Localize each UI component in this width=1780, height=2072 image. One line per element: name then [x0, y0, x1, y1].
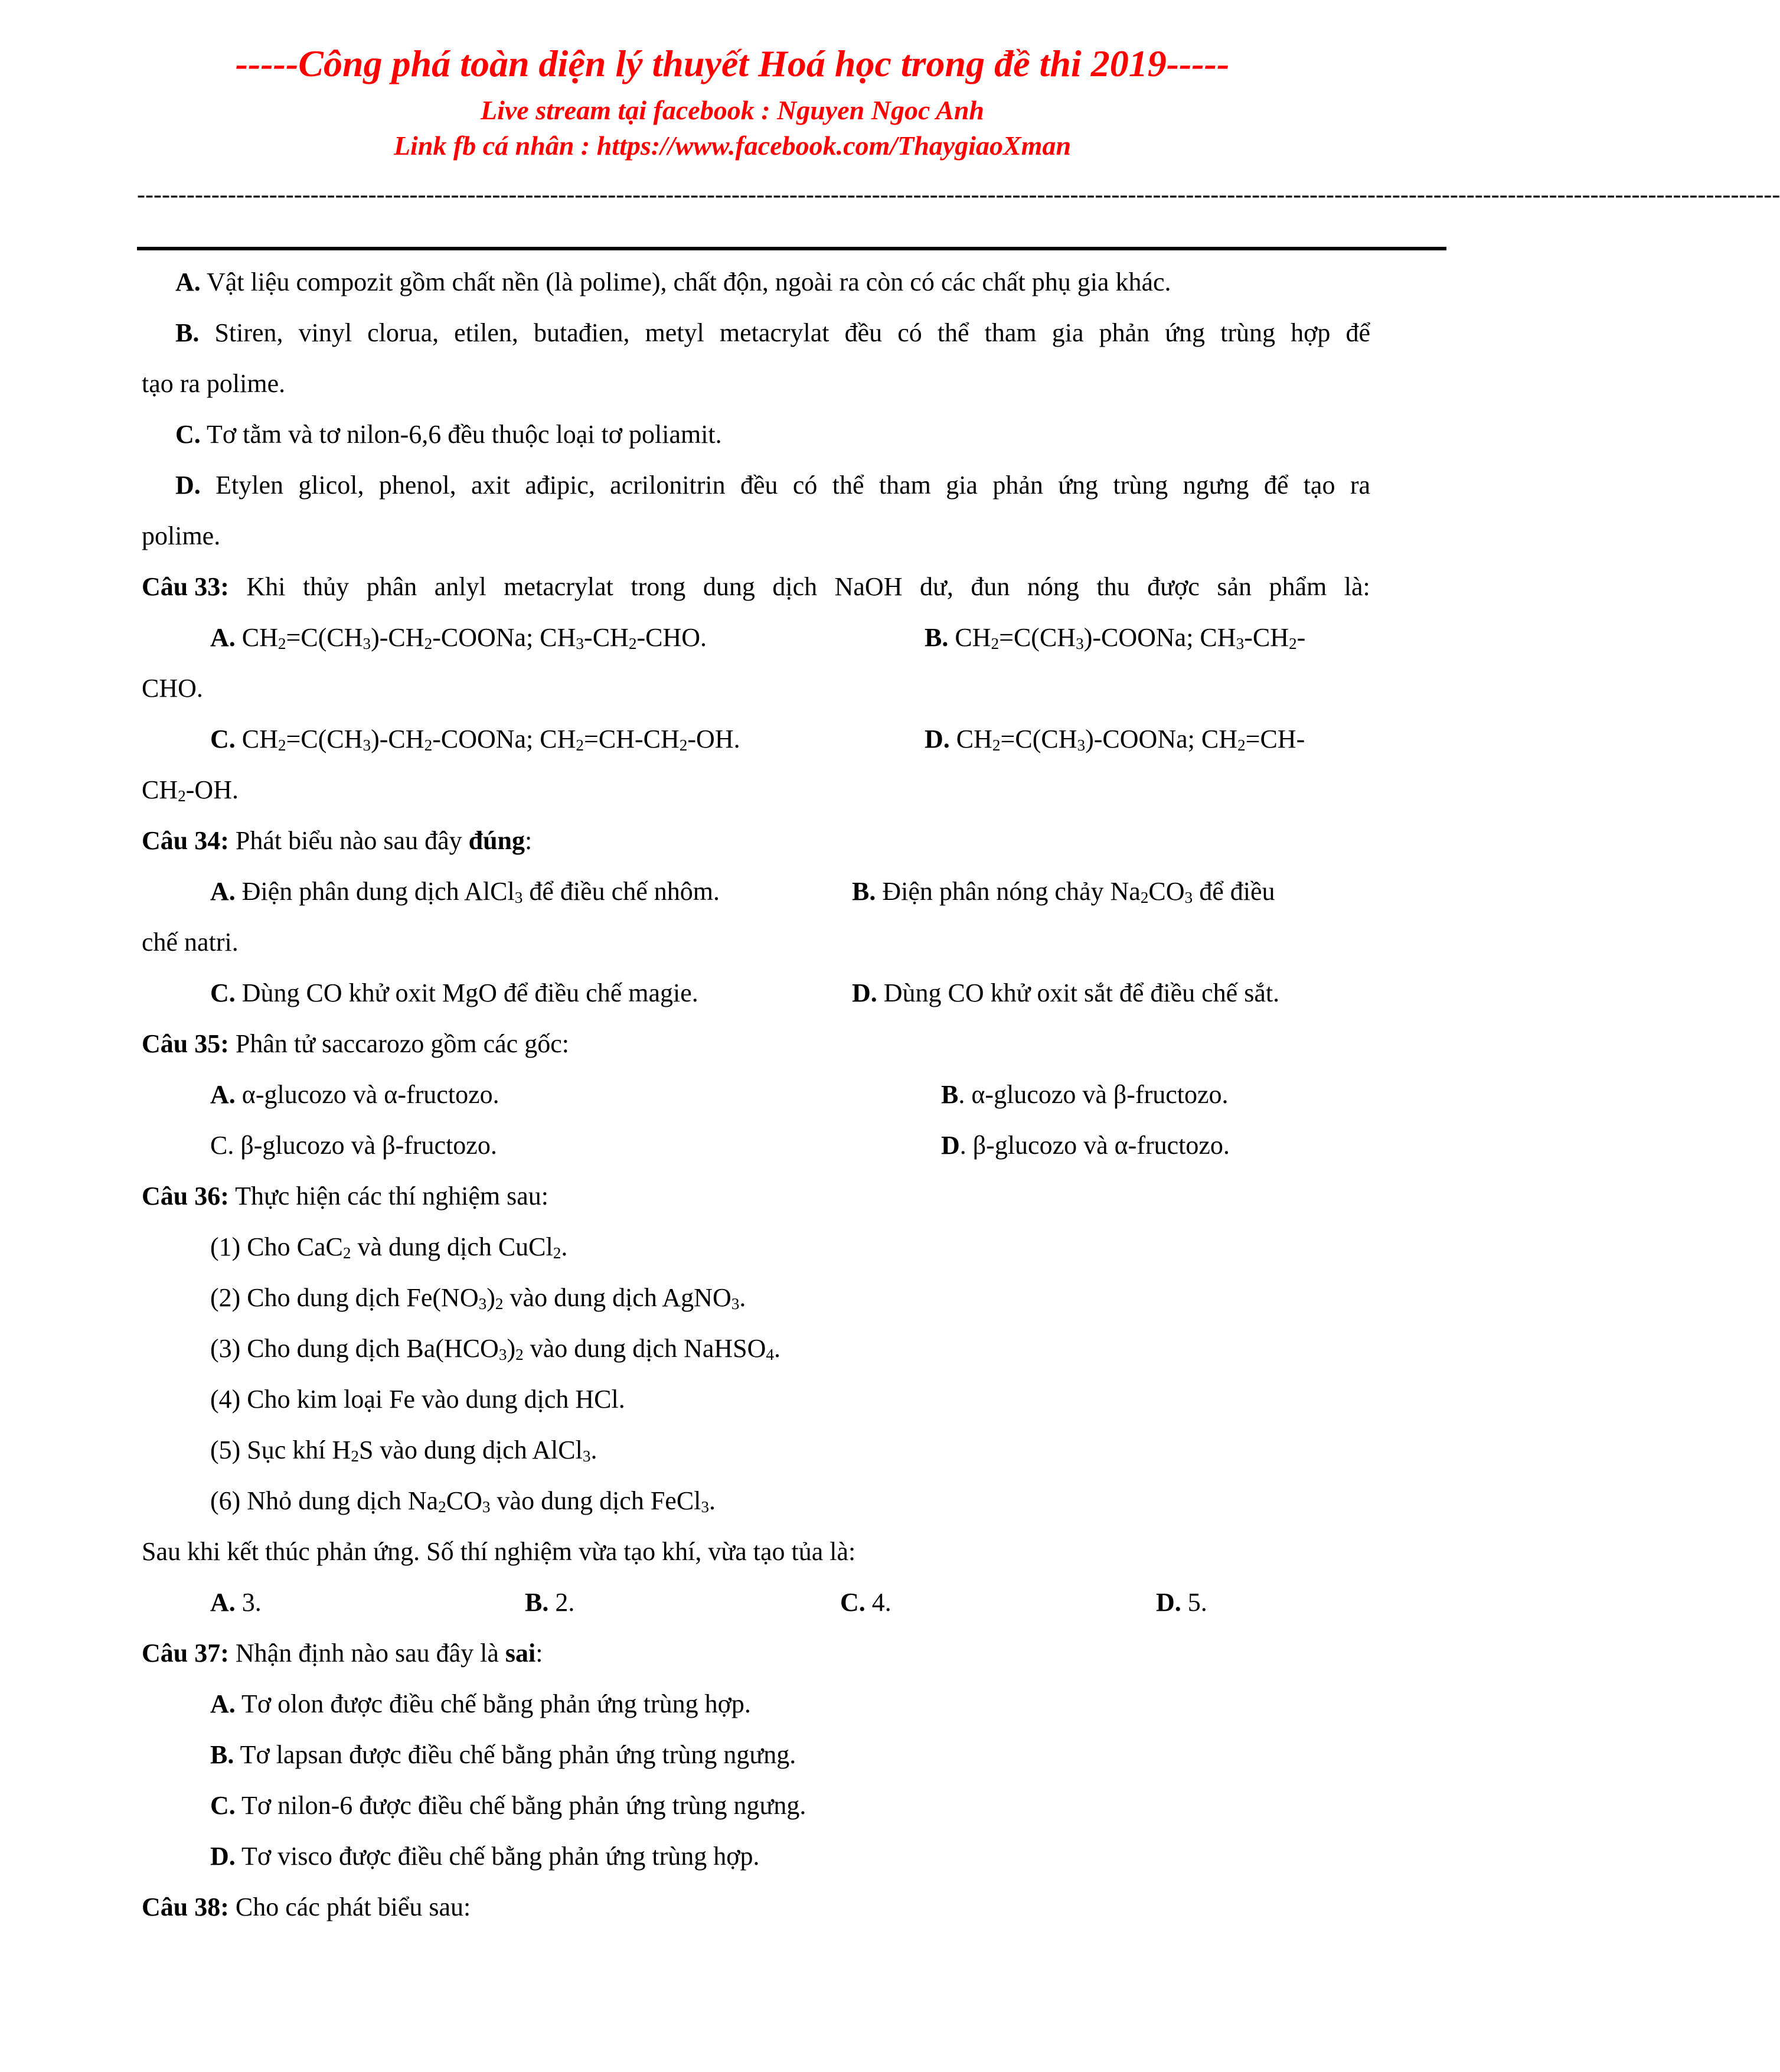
q34-stem: Câu 34: Phát biểu nào sau đây đúng:	[142, 826, 533, 855]
q36-stem: Câu 36: Thực hiện các thí nghiệm sau:	[142, 1182, 549, 1210]
q33-option-d: D. $CH_2=C(CH_3)$-COONa; $CH_2=CH-$	[925, 725, 1305, 754]
q37-option-b: B. Tơ lapsan được điều chế bằng phản ứng trùng ngưng.	[210, 1740, 796, 1769]
q36-item-4: (4) Cho kim loại Fe vào dung dịch HCl.	[210, 1385, 625, 1414]
prev-option-c: C. Tơ tằm và tơ nilon-6,6 đều thuộc loại tơ poliamit.	[175, 420, 722, 449]
q36-item-6: (6) Nhỏ dung dịch $Na_2CO_3$ vào dung dịch FeCl$_3$.	[210, 1486, 716, 1516]
q36-option-c: C. 4.	[840, 1588, 891, 1617]
q38-stem: Câu 38: Cho các phát biểu sau:	[142, 1892, 471, 1921]
q34-option-c: C. Dùng CO khử oxit MgO để điều chế magie.	[210, 978, 698, 1007]
q33-option-b: B. $CH_2=C(CH_3)$-COONa; $CH_3-CH_2-$	[925, 623, 1306, 652]
prev-option-d: D. Etylen glicol, phenol, axit ađipic, acrilonitrin đều có thể tham gia phản ứng trùng ngưng để tạo ra	[175, 471, 1370, 500]
q34-option-d: D. Dùng CO khử oxit sắt để điều chế sắt.	[852, 978, 1280, 1007]
q35-option-c: C. β-glucozo và β-fructozo.	[210, 1131, 497, 1160]
q36-option-d: D. 5.	[1156, 1588, 1207, 1617]
q33-option-c: C. $CH_2=C(CH_3)-CH_2$-COONa; $CH_2=CH-CH_2-OH$.	[210, 725, 740, 754]
dashed-separator: -------------------------------------------------------------------------------------------------------------------------------------------------------------------------------------------------------	[137, 181, 1780, 208]
q35-option-a: A. α-glucozo và α-fructozo.	[210, 1080, 499, 1109]
q34-option-a: A. Điện phân dung dịch AlCl$_3$ để điều chế nhôm.	[210, 877, 720, 906]
header-livestream: Live stream tại facebook : Nguyen Ngoc Anh	[480, 95, 985, 125]
q34-option-b-cont: chế natri.	[142, 928, 239, 957]
prev-option-b-cont: tạo ra polime.	[142, 369, 286, 398]
q36-item-3: (3) Cho dung dịch $Ba(HCO_3)_2$ vào dung dịch NaHSO$_4$.	[210, 1334, 781, 1363]
q37-option-d: D. Tơ visco được điều chế bằng phản ứng trùng hợp.	[210, 1842, 760, 1871]
q36-option-a: A. 3.	[210, 1588, 262, 1617]
header-facebook-link[interactable]: Link fb cá nhân : https://www.facebook.com/ThaygiaoXman	[393, 130, 1072, 161]
q36-item-2: (2) Cho dung dịch $Fe(NO_3)_2$ vào dung dịch AgNO$_3$.	[210, 1283, 746, 1313]
q34-option-b: B. Điện phân nóng chảy $Na_2CO_3$ để điều	[852, 877, 1275, 906]
q35-option-b: B. α-glucozo và β-fructozo.	[941, 1080, 1229, 1109]
q35-option-d: D. β-glucozo và α-fructozo.	[941, 1131, 1230, 1160]
q36-item-5: (5) Sục khí $H_2S$ vào dung dịch AlCl$_3$.	[210, 1435, 597, 1465]
q37-option-c: C. Tơ nilon-6 được điều chế bằng phản ứng trùng ngưng.	[210, 1791, 806, 1820]
q36-option-b: B. 2.	[525, 1588, 575, 1617]
header-title: -----Công phá toàn diện lý thuyết Hoá học trong đề thi 2019-----	[235, 43, 1230, 84]
q37-stem: Câu 37: Nhận định nào sau đây là sai:	[142, 1639, 543, 1668]
q33-option-b-cont: CHO.	[142, 674, 203, 703]
q36-after: Sau khi kết thúc phản ứng. Số thí nghiệm vừa tạo khí, vừa tạo tủa là:	[142, 1537, 856, 1566]
q35-stem: Câu 35: Phân tử saccarozo gồm các gốc:	[142, 1029, 569, 1058]
q36-item-1: (1) Cho CaC$_2$ và dung dịch CuCl$_2$.	[210, 1232, 568, 1262]
prev-option-b: B. Stiren, vinyl clorua, etilen, butađien, metyl metacrylat đều có thể tham gia phản ứng trùng hợp để	[175, 318, 1370, 347]
q37-option-a: A. Tơ olon được điều chế bằng phản ứng trùng hợp.	[210, 1689, 751, 1718]
q33-stem: Câu 33: Khi thủy phân anlyl metacrylat trong dung dịch NaOH dư, đun nóng thu được sản phẩm là:	[142, 572, 1370, 601]
q33-option-a: A. $CH_2=C(CH_3)-CH_2$-COONa; $CH_3-CH_2$-CHO.	[210, 623, 707, 652]
prev-option-a: A. Vật liệu compozit gồm chất nền (là polime), chất độn, ngoài ra còn có các chất phụ gia khác.	[175, 267, 1171, 296]
q33-option-d-cont: $CH_2-OH$.	[142, 775, 239, 805]
prev-option-d-cont: polime.	[142, 521, 221, 550]
